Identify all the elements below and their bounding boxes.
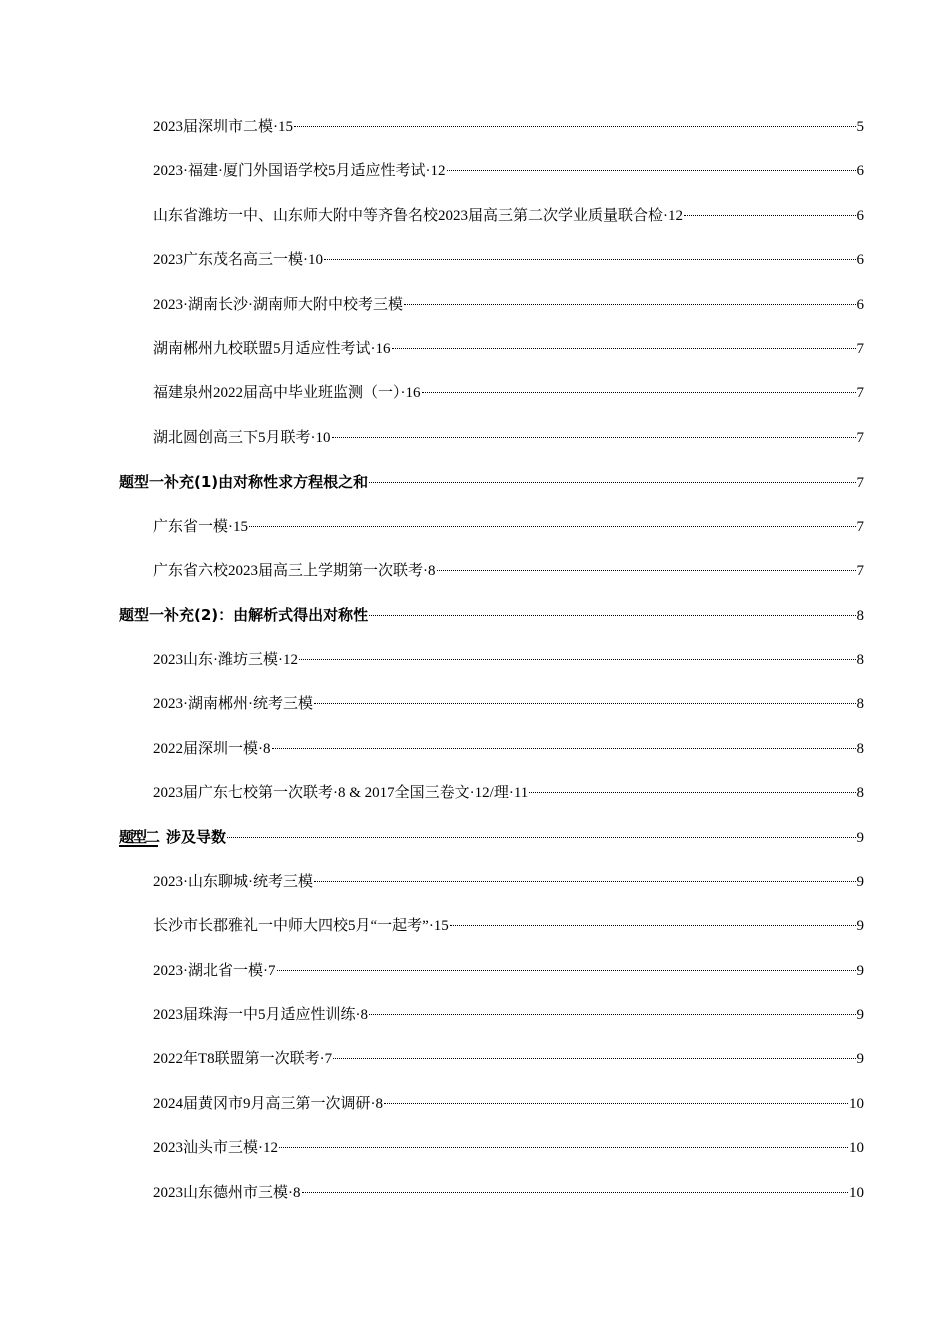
toc-entry[interactable] [153,1136,864,1160]
dot-leader [529,792,855,793]
toc-entry-title [153,293,403,317]
dot-leader [277,970,856,971]
toc-entry[interactable] [153,248,864,272]
toc-page-number: 7 [856,475,864,491]
toc-page-number: 10 [849,1096,864,1112]
toc-entry-label: 2023·山东聊城·统考三模 [153,874,313,890]
toc-entry-title [153,381,421,405]
toc-entry-label: 2022年T8联盟第一次联考·7 [153,1051,333,1067]
toc-entry-title [153,204,683,228]
toc-entry[interactable] [153,914,864,938]
dot-leader [392,348,856,349]
toc-page-number: 7 [856,430,864,446]
toc-entry-label: 涉及导数 [166,828,227,846]
dot-leader [684,215,856,216]
toc-entry-title [153,648,298,672]
toc-page-number: 9 [856,918,864,934]
dot-leader [369,1014,856,1015]
dot-leader [437,570,856,571]
toc-heading-entry[interactable] [119,470,864,494]
toc-entry-label: 2023·湖北省一模·7 [153,963,276,979]
toc-page-number: 7 [856,519,864,535]
toc-entry-label: 山东省潍坊一中、山东师大附中等齐鲁名校2023届高三第二次学业质量联合检·12 [153,208,683,224]
toc-entry-title [153,115,293,139]
toc-page-number: 7 [856,385,864,401]
dot-leader [299,659,856,660]
toc-page-number: 9 [856,963,864,979]
toc-entry-title [153,337,391,361]
toc-entry-title [153,1181,301,1205]
toc-page-number: 8 [856,608,864,624]
toc-entry-label: 2023山东·潍坊三模·12 [153,652,298,668]
toc-entry-label: 2023届珠海一中5月适应性训练·8 [153,1007,368,1023]
dot-leader [369,615,855,616]
toc-page-number: 6 [856,163,864,179]
toc-entry-title [153,692,313,716]
toc-entry-title [153,515,248,539]
dot-leader [404,304,856,305]
dot-leader [422,392,856,393]
toc-page-number: 10 [849,1140,864,1156]
toc-entry-title [153,737,271,761]
toc-page-number: 5 [856,119,864,135]
toc-entry-title [153,1003,368,1027]
dot-leader [314,703,856,704]
toc-entry-title [153,870,313,894]
toc-entry[interactable] [153,381,864,405]
toc-entry-label: 2024届黄冈市9月高三第一次调研·8 [153,1096,383,1112]
toc-entry-label: 2023届深圳市二模·15 [153,119,293,135]
toc-page-number: 10 [849,1185,864,1201]
toc-entry[interactable] [153,204,864,228]
toc-page-number: 6 [856,252,864,268]
toc-entry-title [153,781,528,805]
toc-entry-title [153,1136,278,1160]
toc-entry-title [153,914,449,938]
toc-entry-title [153,1092,383,1116]
toc-entry-title [119,825,226,849]
toc-entry[interactable] [153,115,864,139]
toc-entry-label: 长沙市长郡雅礼一中师大四校5月“一起考”·15 [153,918,449,934]
section-badge-icon: 题型二 [119,828,159,846]
toc-entry[interactable] [153,426,864,450]
toc-page-number: 8 [856,741,864,757]
toc-page-number: 6 [856,208,864,224]
toc-entry[interactable] [153,337,864,361]
toc-entry[interactable] [153,870,864,894]
toc-entry-title [153,959,276,983]
toc-entry[interactable] [153,1003,864,1027]
toc-page-number: 7 [856,341,864,357]
dot-leader [314,881,856,882]
toc-entry-title [119,603,368,627]
toc-entry-title [153,1047,332,1071]
dot-leader [333,1058,855,1059]
dot-leader [272,748,856,749]
toc-entry[interactable] [153,692,864,716]
toc-entry-label: 2023汕头市三模·12 [153,1140,278,1156]
toc-entry-label: 2023届广东七校第一次联考·8 & 2017全国三卷文·12/理·11 [153,785,529,801]
toc-entry[interactable] [153,515,864,539]
toc-entry-title [119,470,368,494]
dot-leader [447,170,856,171]
dot-leader [279,1147,848,1148]
dot-leader [450,925,856,926]
dot-leader [384,1103,848,1104]
toc-entry-title [153,159,446,183]
toc-entry-label: 福建泉州2022届高中毕业班监测（一）·16 [153,385,421,401]
toc-entry[interactable] [153,737,864,761]
toc-entry-label: 湖北圆创高三下5月联考·10 [153,430,331,446]
toc-heading-entry[interactable] [119,603,864,627]
toc-page-number: 8 [856,696,864,712]
toc-page-number: 6 [856,297,864,313]
dot-leader [369,482,855,483]
toc-entry-label: 湖南郴州九校联盟5月适应性考试·16 [153,341,391,357]
toc-entry-title [153,559,436,583]
dot-leader [249,526,856,527]
dot-leader [227,837,855,838]
toc-entry-label: 2022届深圳一模·8 [153,741,271,757]
toc-entry[interactable] [153,1092,864,1116]
toc-entry-label: 广东省一模·15 [153,519,248,535]
dot-leader [294,126,856,127]
toc-entry[interactable] [153,559,864,583]
toc-entry[interactable] [153,959,864,983]
toc-entry-label: 2023广东茂名高三一模·10 [153,252,323,268]
toc-entry-label: 题型一补充(2)：由解析式得出对称性 [119,606,369,624]
toc-page-number: 7 [856,563,864,579]
toc-page-number: 9 [856,1007,864,1023]
toc-entry[interactable] [153,648,864,672]
toc-entry-label: 题型一补充(1)由对称性求方程根之和 [119,473,369,491]
dot-leader [324,259,856,260]
dot-leader [302,1192,849,1193]
toc-entry-label: 2023·福建·厦门外国语学校5月适应性考试·12 [153,163,446,179]
toc-page-number: 9 [856,830,864,846]
toc-page-number: 8 [856,785,864,801]
toc-page-number: 8 [856,652,864,668]
toc-entry-title [153,426,331,450]
toc-entry[interactable] [153,1047,864,1071]
dot-leader [332,437,856,438]
toc-heading-entry[interactable] [119,825,864,849]
toc-entry[interactable] [153,781,864,805]
toc-entry-label: 广东省六校2023届高三上学期第一次联考·8 [153,563,436,579]
toc-entry-label: 2023·湖南长沙·湖南师大附中校考三模 [153,297,403,313]
toc-entry[interactable] [153,293,864,317]
toc-entry[interactable] [153,1181,864,1205]
toc-entry[interactable] [153,159,864,183]
toc-entry-title [153,248,323,272]
toc-entry-label: 2023·湖南郴州·统考三模 [153,696,313,712]
toc-entry-label: 2023山东德州市三模·8 [153,1185,301,1201]
toc-page-number: 9 [856,874,864,890]
toc-page-number: 9 [856,1051,864,1067]
